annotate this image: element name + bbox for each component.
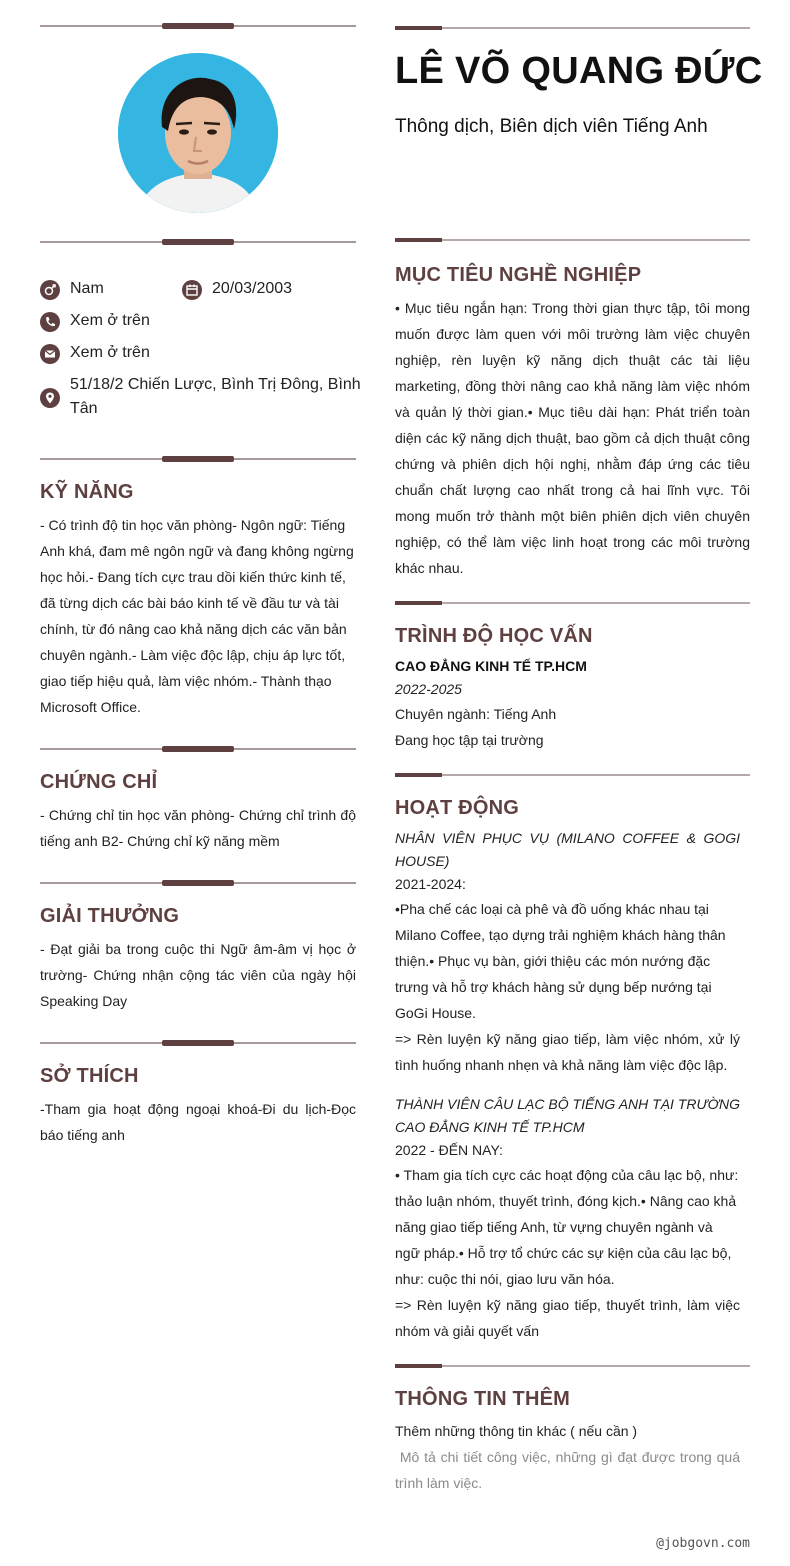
activity-title: NHÂN VIÊN PHỤC VỤ (MILANO COFFEE & GOGI HOUSE) (395, 830, 740, 869)
activity-desc: • Tham gia tích cực các hoạt động của câu lạc bộ, như: thảo luận nhóm, thuyết trình, đóng kịch.• Nâng cao khả năng giao tiếp tiếng Anh, từ vựng chuyên ngành và ngữ pháp.• Hỗ trợ tổ chức các sự kiện của câu lạc bộ, như: cuộc thi nói, giao lưu văn hóa. (395, 1167, 739, 1287)
education-status: Đang học tập tại trường (395, 732, 544, 748)
education-major: Chuyên ngành: Tiếng Anh (395, 706, 557, 722)
activity-period: 2022 - ĐẾN NAY: (395, 1142, 503, 1158)
education-period: 2022-2025 (395, 681, 462, 697)
objective-text: • Mục tiêu ngắn hạn: Trong thời gian thực tập, tôi mong muốn được làm quen với môi trường làm việc chuyên nghiệp, rèn luyện kỹ năng dịch thuật các tài liệu marketing, đồng thời nâng cao khả năng làm việc nhóm và quản lý thời gian.• Mục tiêu dài hạn: Phát triển toàn diện các kỹ năng dịch thuật, bao gồm cả dịch thuật công chứng và phiên dịch hội nghị, nhằm đáp ứng các tiêu chuẩn chất lượng cao nhất trong cả hai lĩnh vực. Tôi mong muốn trở thành một biên phiên dịch viên chuyên nghiệp, có thể làm việc linh hoạt trong các môi trường khác nhau. (395, 300, 750, 576)
awards-text: - Đạt giải ba trong cuộc thi Ngữ âm-âm vị học ở trường- Chứng nhận cộng tác viên của ngày hội Speaking Day (40, 941, 356, 1009)
location-icon (40, 388, 60, 408)
divider (395, 238, 750, 242)
footer-watermark: @jobgovn.com (656, 1536, 750, 1551)
email-value: Xem ở trên (70, 344, 150, 361)
gender-icon (40, 280, 60, 300)
activities-title: HOẠT ĐỘNG (395, 797, 520, 819)
phone-value: Xem ở trên (70, 312, 150, 329)
address-value (70, 373, 361, 421)
gender-row (40, 277, 180, 301)
full-name: LÊ VÕ QUANG ĐỨC (395, 50, 763, 92)
address-line-1: 51/18/2 Chiến Lược, Bình Trị Đông, Bình (70, 376, 361, 393)
divider (40, 880, 356, 886)
calendar-icon (182, 280, 202, 300)
divider (395, 26, 750, 30)
divider (40, 239, 356, 245)
hobbies-title: SỞ THÍCH (40, 1065, 139, 1087)
job-role: Thông dịch, Biên dịch viên Tiếng Anh (395, 116, 708, 137)
birthday-row (182, 277, 356, 301)
extra-title: THÔNG TIN THÊM (395, 1388, 571, 1410)
activity-result: => Rèn luyện kỹ năng giao tiếp, làm việc nhóm, xử lý tình huống nhanh nhẹn và khả năng làm việc độc lập. (395, 1031, 740, 1073)
activity-desc: •Pha chế các loại cà phê và đồ uống khác nhau tại Milano Coffee, tạo dựng trải nghiệm khách hàng thân thiện.• Phục vụ bàn, giới thiệu các món nướng đặc trưng và hỗ trợ khách hàng sử dụng bếp nướng tại GoGi House. (395, 901, 726, 1021)
skills-text: - Có trình độ tin học văn phòng- Ngôn ngữ: Tiếng Anh khá, đam mê ngôn ngữ và đang không ngừng học hỏi.- Đang tích cực trau dồi kiến thức kinh tế, đã từng dịch các bài báo kinh tế về đầu tư và tài chính, từ đó nâng cao khả năng dịch các văn bản chuyên ngành.- Làm việc độc lập, chịu áp lực tốt, giao tiếp hiệu quả, làm việc nhóm.- Thành thạo Microsoft Office. (40, 517, 354, 715)
divider (40, 1040, 356, 1046)
birthday-value: 20/03/2003 (212, 280, 293, 297)
certificates-title: CHỨNG CHỈ (40, 771, 158, 793)
divider (40, 23, 356, 29)
activity-period: 2021-2024: (395, 876, 466, 892)
skills-title: KỸ NĂNG (40, 481, 134, 503)
avatar (118, 53, 278, 213)
email-icon (40, 344, 60, 364)
divider (395, 1364, 750, 1368)
education-title: TRÌNH ĐỘ HỌC VẤN (395, 625, 593, 647)
extra-line-2: Mô tả chi tiết công việc, những gì đạt được trong quá trình làm việc. (395, 1449, 744, 1491)
education-school: CAO ĐẲNG KINH TẾ TP.HCM (395, 658, 587, 674)
divider (395, 773, 750, 777)
awards-title: GIẢI THƯỞNG (40, 905, 180, 927)
email-row (40, 341, 356, 365)
phone-icon (40, 312, 60, 332)
address-line-2: Tân (70, 400, 98, 417)
activity-result: => Rèn luyện kỹ năng giao tiếp, thuyết trình, làm việc nhóm và giải quyết vấn (395, 1297, 740, 1339)
hobbies-text: -Tham gia hoạt động ngoại khoá-Đi du lịch-Đọc báo tiếng anh (40, 1101, 356, 1143)
certificates-text: - Chứng chỉ tin học văn phòng- Chứng chỉ trình độ tiếng anh B2- Chứng chỉ kỹ năng mềm (40, 807, 356, 849)
gender-value: Nam (70, 280, 104, 297)
activity-title: THÀNH VIÊN CÂU LẠC BỘ TIẾNG ANH TẠI TRƯỜNG CAO ĐẲNG KINH TẾ TP.HCM (395, 1096, 740, 1135)
divider (395, 601, 750, 605)
extra-line-1: Thêm những thông tin khác ( nếu cần ) (395, 1423, 638, 1439)
address-row (40, 373, 361, 421)
objective-title: MỤC TIÊU NGHỀ NGHIỆP (395, 264, 642, 286)
phone-row (40, 309, 356, 333)
divider (40, 746, 356, 752)
divider (40, 456, 356, 462)
